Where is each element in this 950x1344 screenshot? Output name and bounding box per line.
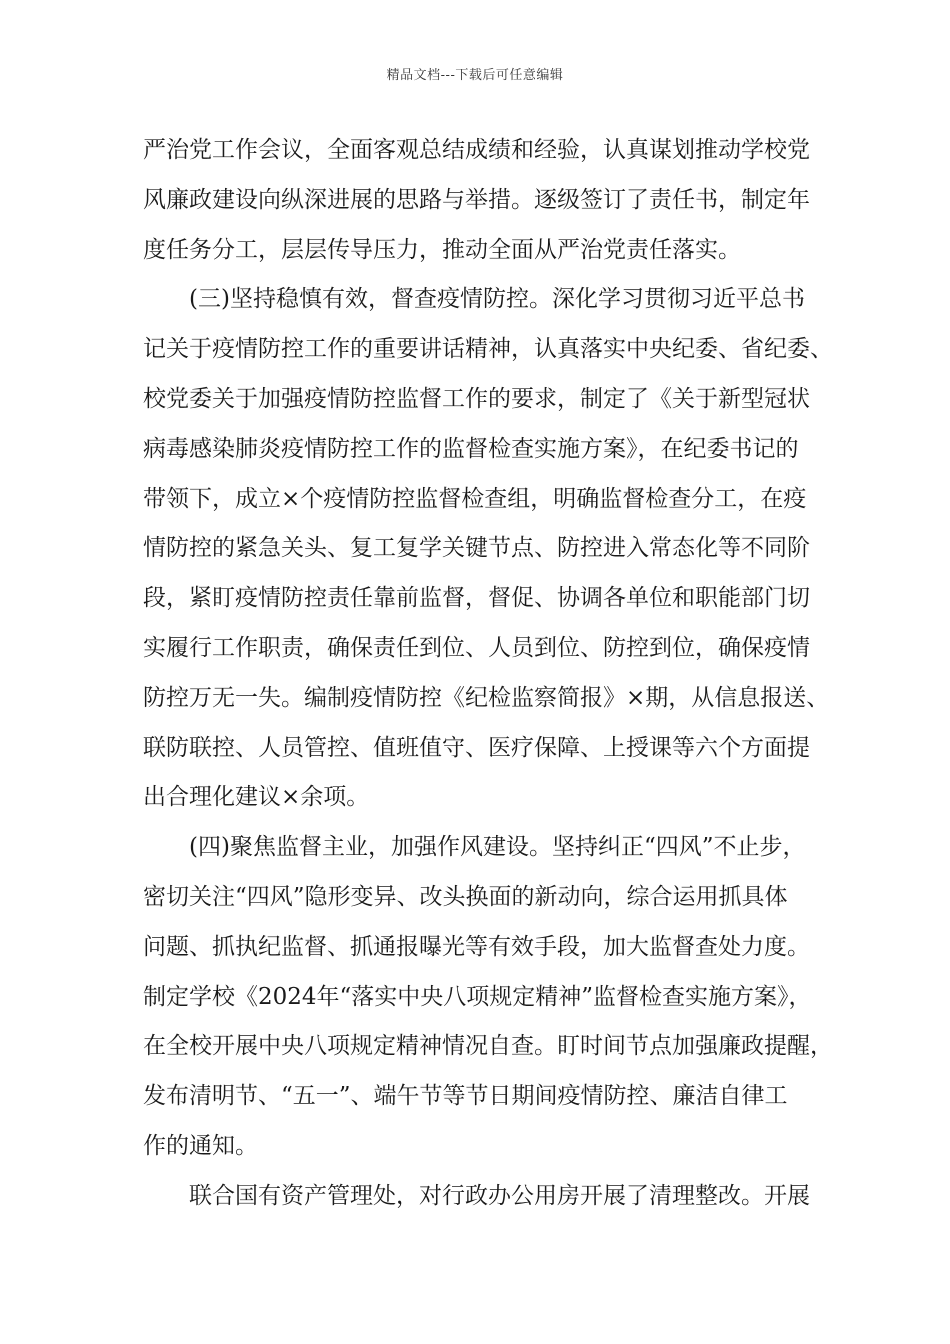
text-line: 严治党工作会议，全面客观总结成绩和经验，认真谋划推动学校党	[143, 137, 810, 163]
text-line: 出合理化建议×余项。	[143, 784, 370, 811]
text-line: (三)坚持稳慎有效，督查疫情防控。深化学习贯彻习近平总书	[189, 286, 805, 313]
text-line: 记关于疫情防控工作的重要讲话精神，认真落实中央纪委、省纪委、	[143, 336, 833, 363]
text-line: 情防控的紧急关头、复工复学关键节点、防控进入常态化等不同阶	[143, 535, 810, 562]
text-line: 风廉政建设向纵深进展的思路与举措。逐级签订了责任书，制定年	[143, 186, 810, 213]
document-body	[143, 126, 833, 1222]
text-line: 联合国有资产管理处，对行政办公用房开展了清理整改。开展	[189, 1182, 810, 1209]
text-line: 在全校开展中央八项规定精神情况自查。盯时间节点加强廉政提醒，	[143, 1033, 833, 1060]
text-line: 带领下，成立×个疫情防控监督检查组，明确监督检查分工，在疫	[143, 485, 807, 512]
text-line: 校党委关于加强疫情防控监督工作的要求，制定了《关于新型冠状	[143, 385, 810, 412]
text-line: 密切关注“四风”隐形变异、改头换面的新动向，综合运用抓具体	[143, 883, 788, 910]
text-line: (四)聚焦监督主业，加强作风建设。坚持纠正“四风”不止步，	[189, 834, 806, 861]
text-line: 制定学校《2024年“落实中央八项规定精神”监督检查实施方案》，	[143, 983, 812, 1010]
text-line: 联防联控、人员管控、值班值守、医疗保障、上授课等六个方面提	[143, 734, 810, 761]
text-line: 发布清明节、“五一”、端午节等节日期间疫情防控、廉洁自律工	[143, 1083, 788, 1110]
text-line: 病毒感染肺炎疫情防控工作的监督检查实施方案》，在纪委书记的	[143, 435, 799, 462]
text-line: 度任务分工，层层传导压力，推动全面从严治党责任落实。	[143, 236, 741, 263]
text-line: 防控万无一失。编制疫情防控《纪检监察简报》×期，从信息报送、	[143, 684, 830, 711]
text-line: 问题、抓执纪监督、抓通报曝光等有效手段，加大监督查处力度。	[143, 933, 810, 960]
text-line: 作的通知。	[143, 1132, 258, 1159]
text-line: 段，紧盯疫情防控责任靠前监督，督促、协调各单位和职能部门切	[143, 585, 810, 612]
text-line: 实履行工作职责，确保责任到位、人员到位、防控到位，确保疫情	[143, 634, 810, 661]
page-header: 精品文档---下载后可任意编辑	[386, 68, 564, 83]
